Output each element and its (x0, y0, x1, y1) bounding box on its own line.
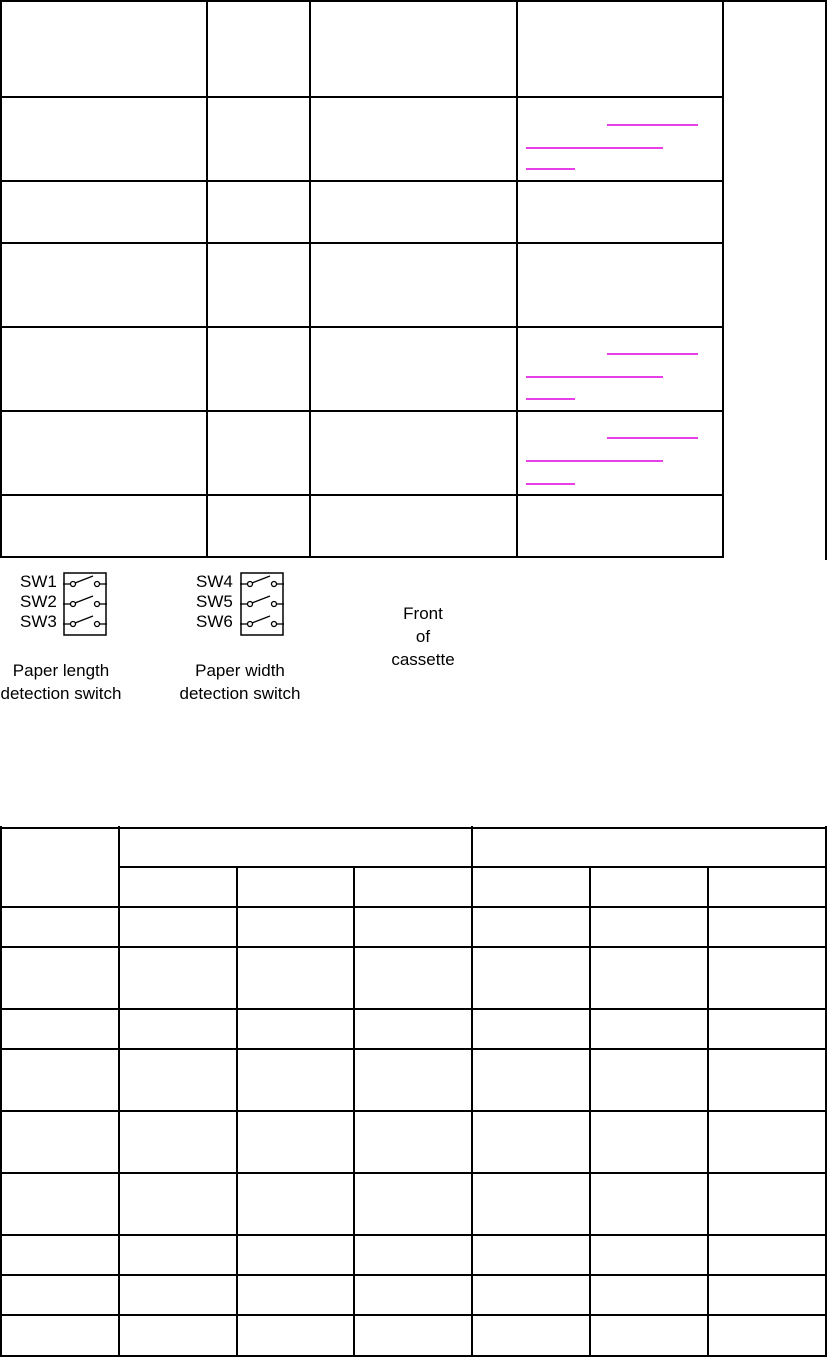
length-switch-labels (20, 572, 66, 632)
length-switch-icon (63, 572, 107, 636)
front-of-cassette-caption (373, 602, 473, 671)
length-caption-line1: Paper length (12, 661, 110, 680)
switch-label-sw3: SW3 (20, 612, 57, 631)
top-table (0, 0, 828, 560)
width-switch-caption (176, 659, 304, 705)
width-switch-labels (196, 572, 242, 632)
switch-label-sw6: SW6 (196, 612, 233, 631)
width-switch-icon (240, 572, 284, 636)
front-caption-line1: Front (403, 604, 443, 623)
bottom-table (0, 826, 828, 1357)
front-caption-line3: cassette (391, 650, 455, 669)
link-underline-row2 (526, 125, 698, 169)
switch-label-sw1: SW1 (20, 572, 57, 591)
switch-label-sw5: SW5 (196, 592, 233, 611)
front-caption-line2: of (415, 627, 431, 646)
width-caption-line2: detection switch (179, 684, 301, 703)
link-underline-row6 (526, 438, 698, 484)
switch-label-sw4: SW4 (196, 572, 233, 591)
length-caption-line2: detection switch (0, 684, 122, 703)
width-caption-line1: Paper width (195, 661, 285, 680)
link-underline-row5 (526, 354, 698, 399)
switch-label-sw2: SW2 (20, 592, 57, 611)
length-switch-caption (0, 659, 122, 705)
